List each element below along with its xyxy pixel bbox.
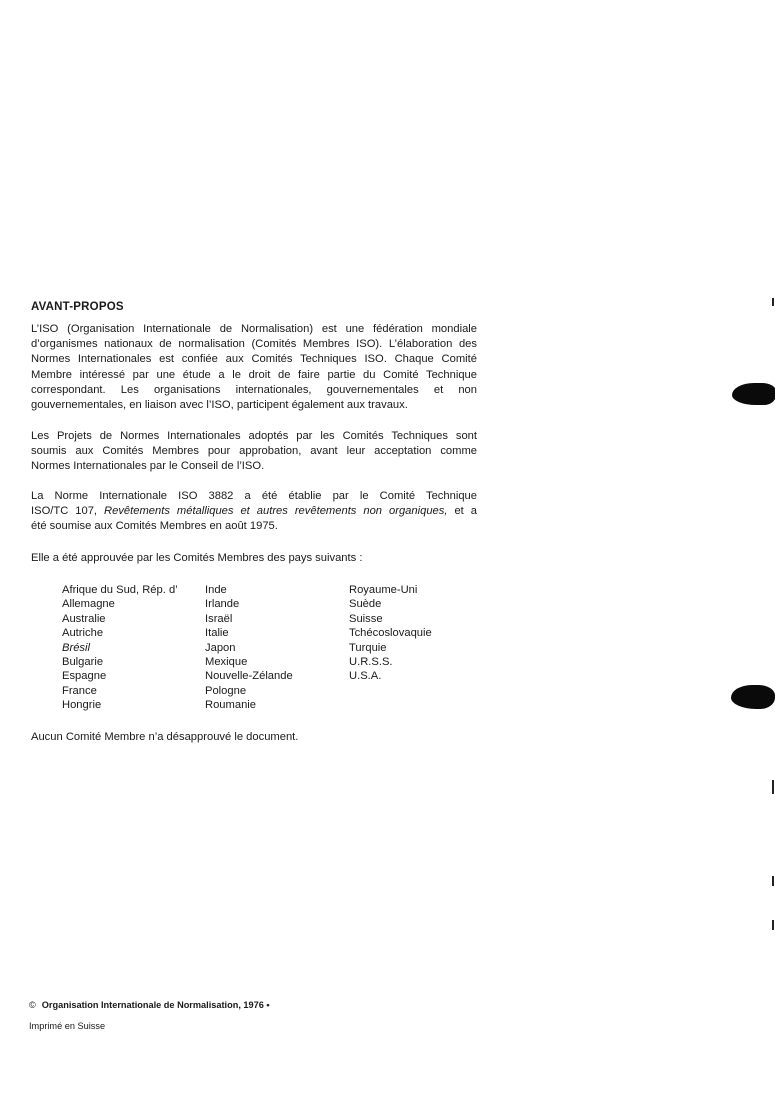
text-line: Elle a été approuvée par les Comités Membres des pays suivants : xyxy=(31,552,363,564)
punch-hole-mark xyxy=(732,383,775,405)
text-line: La Norme Internationale ISO 3882 a été établie par le Comité Technique xyxy=(31,490,477,502)
country-item: Suède xyxy=(349,598,382,611)
country-item: Hongrie xyxy=(62,699,102,712)
country-item: Espagne xyxy=(62,670,107,683)
country-item: Royaume-Uni xyxy=(349,584,418,596)
copyright-notice xyxy=(29,1000,270,1010)
country-item: Turquie xyxy=(349,641,387,654)
country-item: U.R.S.S. xyxy=(349,656,393,669)
country-item: U.S.A. xyxy=(349,670,382,683)
country-item: Bulgarie xyxy=(62,656,104,669)
text-line: gouvernementales, en liaison avec l’ISO, participent également aux travaux. xyxy=(31,399,408,412)
committee-ref: ISO/TC 107, xyxy=(31,505,105,518)
copyright-icon: © xyxy=(29,1000,36,1010)
text-line: L’ISO (Organisation Internationale de Normalisation) est une fédération mondiale xyxy=(31,323,477,335)
country-item: Allemagne xyxy=(62,598,115,611)
country-list-column-2 xyxy=(205,583,293,713)
text-line: été soumise aux Comités Membres en août 1975. xyxy=(31,520,278,533)
country-item: Afrique du Sud, Rép. d’ xyxy=(62,584,178,596)
text-fragment: et a xyxy=(447,505,477,518)
text-line: soumis aux Comités Membres pour approbation, avant leur acceptation comme xyxy=(31,445,477,458)
section-heading: AVANT-PROPOS xyxy=(31,301,124,313)
country-item: Brésil xyxy=(62,641,90,654)
country-item: Tchécoslovaquie xyxy=(349,627,432,640)
text-line: Les Projets de Normes Internationales adoptés par les Comités Techniques sont xyxy=(31,430,477,442)
country-list-column-1 xyxy=(62,583,178,713)
country-item: Roumanie xyxy=(205,699,256,712)
paragraph-standard-origin xyxy=(31,489,477,535)
punch-hole-mark xyxy=(731,685,775,709)
scan-edge-mark xyxy=(772,920,774,930)
printed-in-notice: Imprimé en Suisse xyxy=(29,1021,106,1031)
country-item: Mexique xyxy=(205,656,248,669)
text-line: Normes Internationales est confiée aux Comités Techniques ISO. Chaque Comité xyxy=(31,353,477,366)
country-item: Pologne xyxy=(205,684,247,697)
scan-edge-mark xyxy=(772,298,774,306)
country-item: Australie xyxy=(62,612,106,625)
text-line: Normes Internationales par le Conseil de l’ISO. xyxy=(31,460,265,473)
committee-title: Revêtements métalliques et autres revêtements non organiques, xyxy=(104,505,448,518)
text-line: d’organismes nationaux de normalisation (Comités Membres ISO). L’élaboration des xyxy=(31,338,477,351)
copyright-text: Organisation Internationale de Normalisation, 1976 • xyxy=(41,1000,270,1010)
text-line xyxy=(31,504,477,519)
country-item: Israël xyxy=(205,612,233,625)
country-item: Italie xyxy=(205,627,229,640)
paragraph-iso-intro xyxy=(31,322,477,413)
country-item: Nouvelle-Zélande xyxy=(205,670,293,683)
paragraph-draft-standards xyxy=(31,429,477,475)
country-list-column-3 xyxy=(349,583,432,684)
country-item: Inde xyxy=(205,584,227,596)
paragraph-approval-intro xyxy=(31,551,477,566)
scan-edge-mark xyxy=(772,780,774,794)
country-item: Autriche xyxy=(62,627,104,640)
paragraph-no-disapproval xyxy=(31,730,477,745)
scan-edge-mark xyxy=(772,876,774,886)
text-line: correspondant. Les organisations internationales, gouvernementales et non xyxy=(31,383,477,396)
country-item: Irlande xyxy=(205,598,240,611)
country-item: Suisse xyxy=(349,612,383,625)
text-line: Membre intéressé par une étude a le droit de faire partie du Comité Technique xyxy=(31,368,477,381)
country-item: France xyxy=(62,684,97,697)
text-line: Aucun Comité Membre n’a désapprouvé le document. xyxy=(31,731,299,743)
country-item: Japon xyxy=(205,641,236,654)
